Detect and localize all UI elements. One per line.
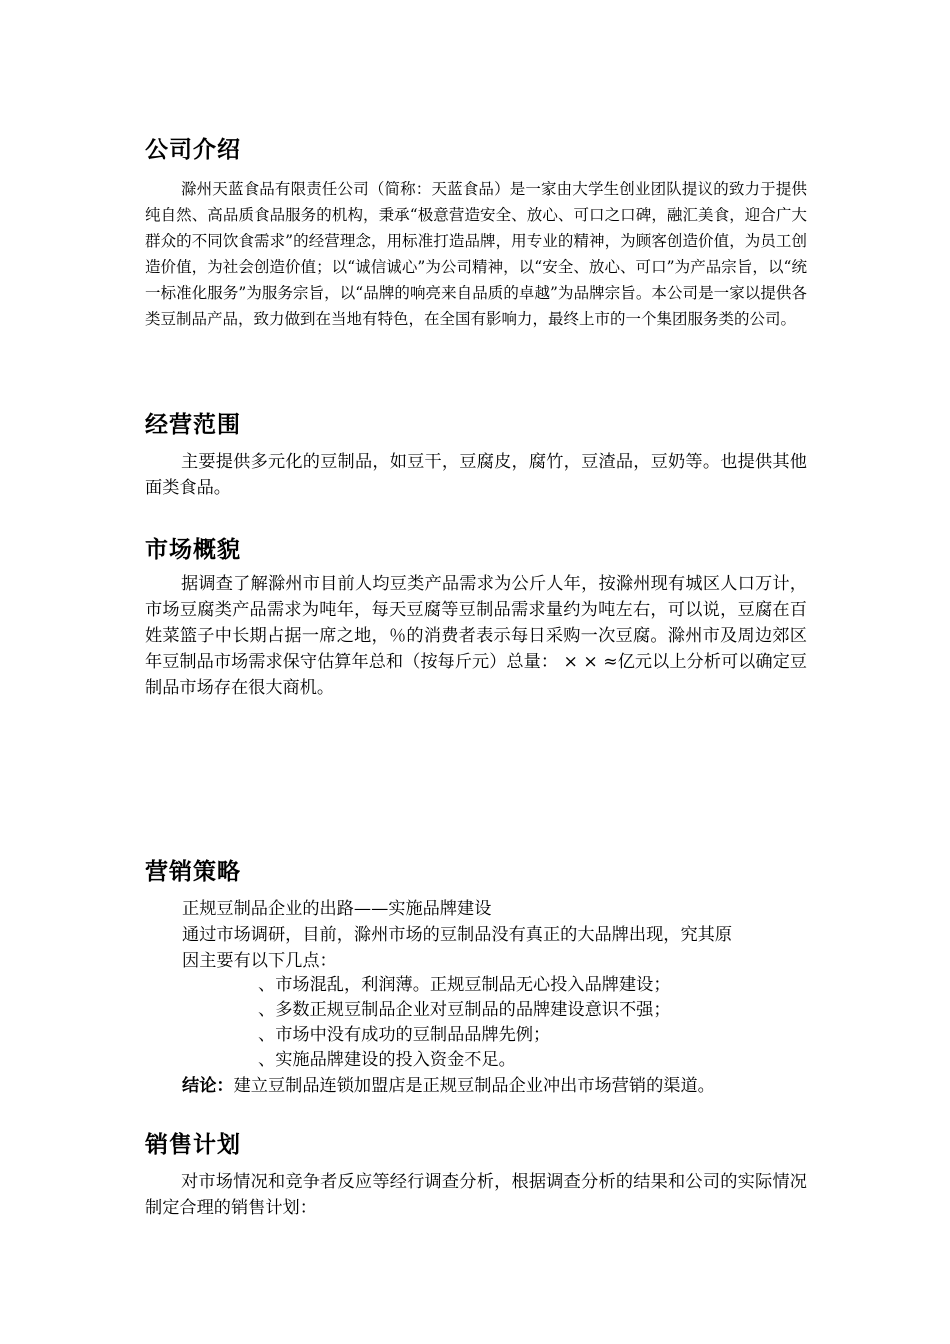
business-scope-paragraph: 主要提供多元化的豆制品，如豆干，豆腐皮，腐竹，豆渣品，豆奶等。也提供其他面类食品。 (145, 452, 807, 498)
marketing-conclusion (182, 1073, 715, 1099)
section-title-market: 市场概貌 (145, 537, 241, 563)
section-title-scope: 经营范围 (145, 412, 241, 438)
marketing-point: 、实施品牌建设的投入资金不足。 (258, 1050, 516, 1070)
sales-plan-paragraph: 对市场情况和竞争者反应等经行调查分析，根据调查分析的结果和公司的实际情况制定合理的销售计划： (145, 1172, 807, 1218)
marketing-point: 、市场混乱，利润薄。正规豆制品无心投入品牌建设； (258, 975, 671, 995)
conclusion-label: 结论： (182, 1076, 234, 1096)
company-intro-paragraph: 滁州天蓝食品有限责任公司（简称：天蓝食品）是一家由大学生创业团队提议的致力于提供纯自然、高品质食品服务的机构，秉承“极意营造安全、放心、可口之口碑，融汇美食，迎合广大群众的不同饮食需求”的经营理念，用标准打造品牌，用专业的精神，为顾客创造价值，为员工创造价值，为社会创造价值；以“诚信诚心”为公司精神，以“安全、放心、可口”为产品宗旨，以“统一标准化服务”为服务宗旨，以“品牌的响亮来自品质的卓越”为品牌宗旨。本公司是一家以提供各类豆制品产品，致力做到在当地有特色，在全国有影响力，最终上市的一个集团服务类的公司。 (145, 180, 807, 328)
marketing-intro-line-2: 因主要有以下几点： (182, 951, 337, 971)
marketing-point: 、多数正规豆制品企业对豆制品的品牌建设意识不强； (258, 1000, 671, 1020)
section-title-company: 公司介绍 (145, 137, 241, 163)
marketing-point: 、市场中没有成功的豆制品品牌先例； (258, 1025, 551, 1045)
section-title-sales: 销售计划 (145, 1132, 241, 1158)
market-overview-paragraph: 据调查了解滁州市目前人均豆类产品需求为公斤人年，按滁州现有城区人口万计，市场豆腐类产品需求为吨年，每天豆腐等豆制品需求量约为吨左右，可以说，豆腐在百姓菜篮子中长期占据一席之地，％的消费者表示每日采购一次豆腐。滁州市及周边郊区年豆制品市场需求保守估算年总和（按每斤元）总量： × × ≈亿元以上分析可以确定豆制品市场存在很大商机。 (145, 574, 807, 698)
section-title-marketing: 营销策略 (145, 859, 241, 885)
conclusion-text: 建立豆制品连锁加盟店是正规豆制品企业冲出市场营销的渠道。 (233, 1076, 715, 1096)
marketing-intro-line-1: 通过市场调研，目前，滁州市场的豆制品没有真正的大品牌出现，究其原 (182, 925, 733, 945)
marketing-subtitle: 正规豆制品企业的出路——实施品牌建设 (182, 899, 492, 919)
